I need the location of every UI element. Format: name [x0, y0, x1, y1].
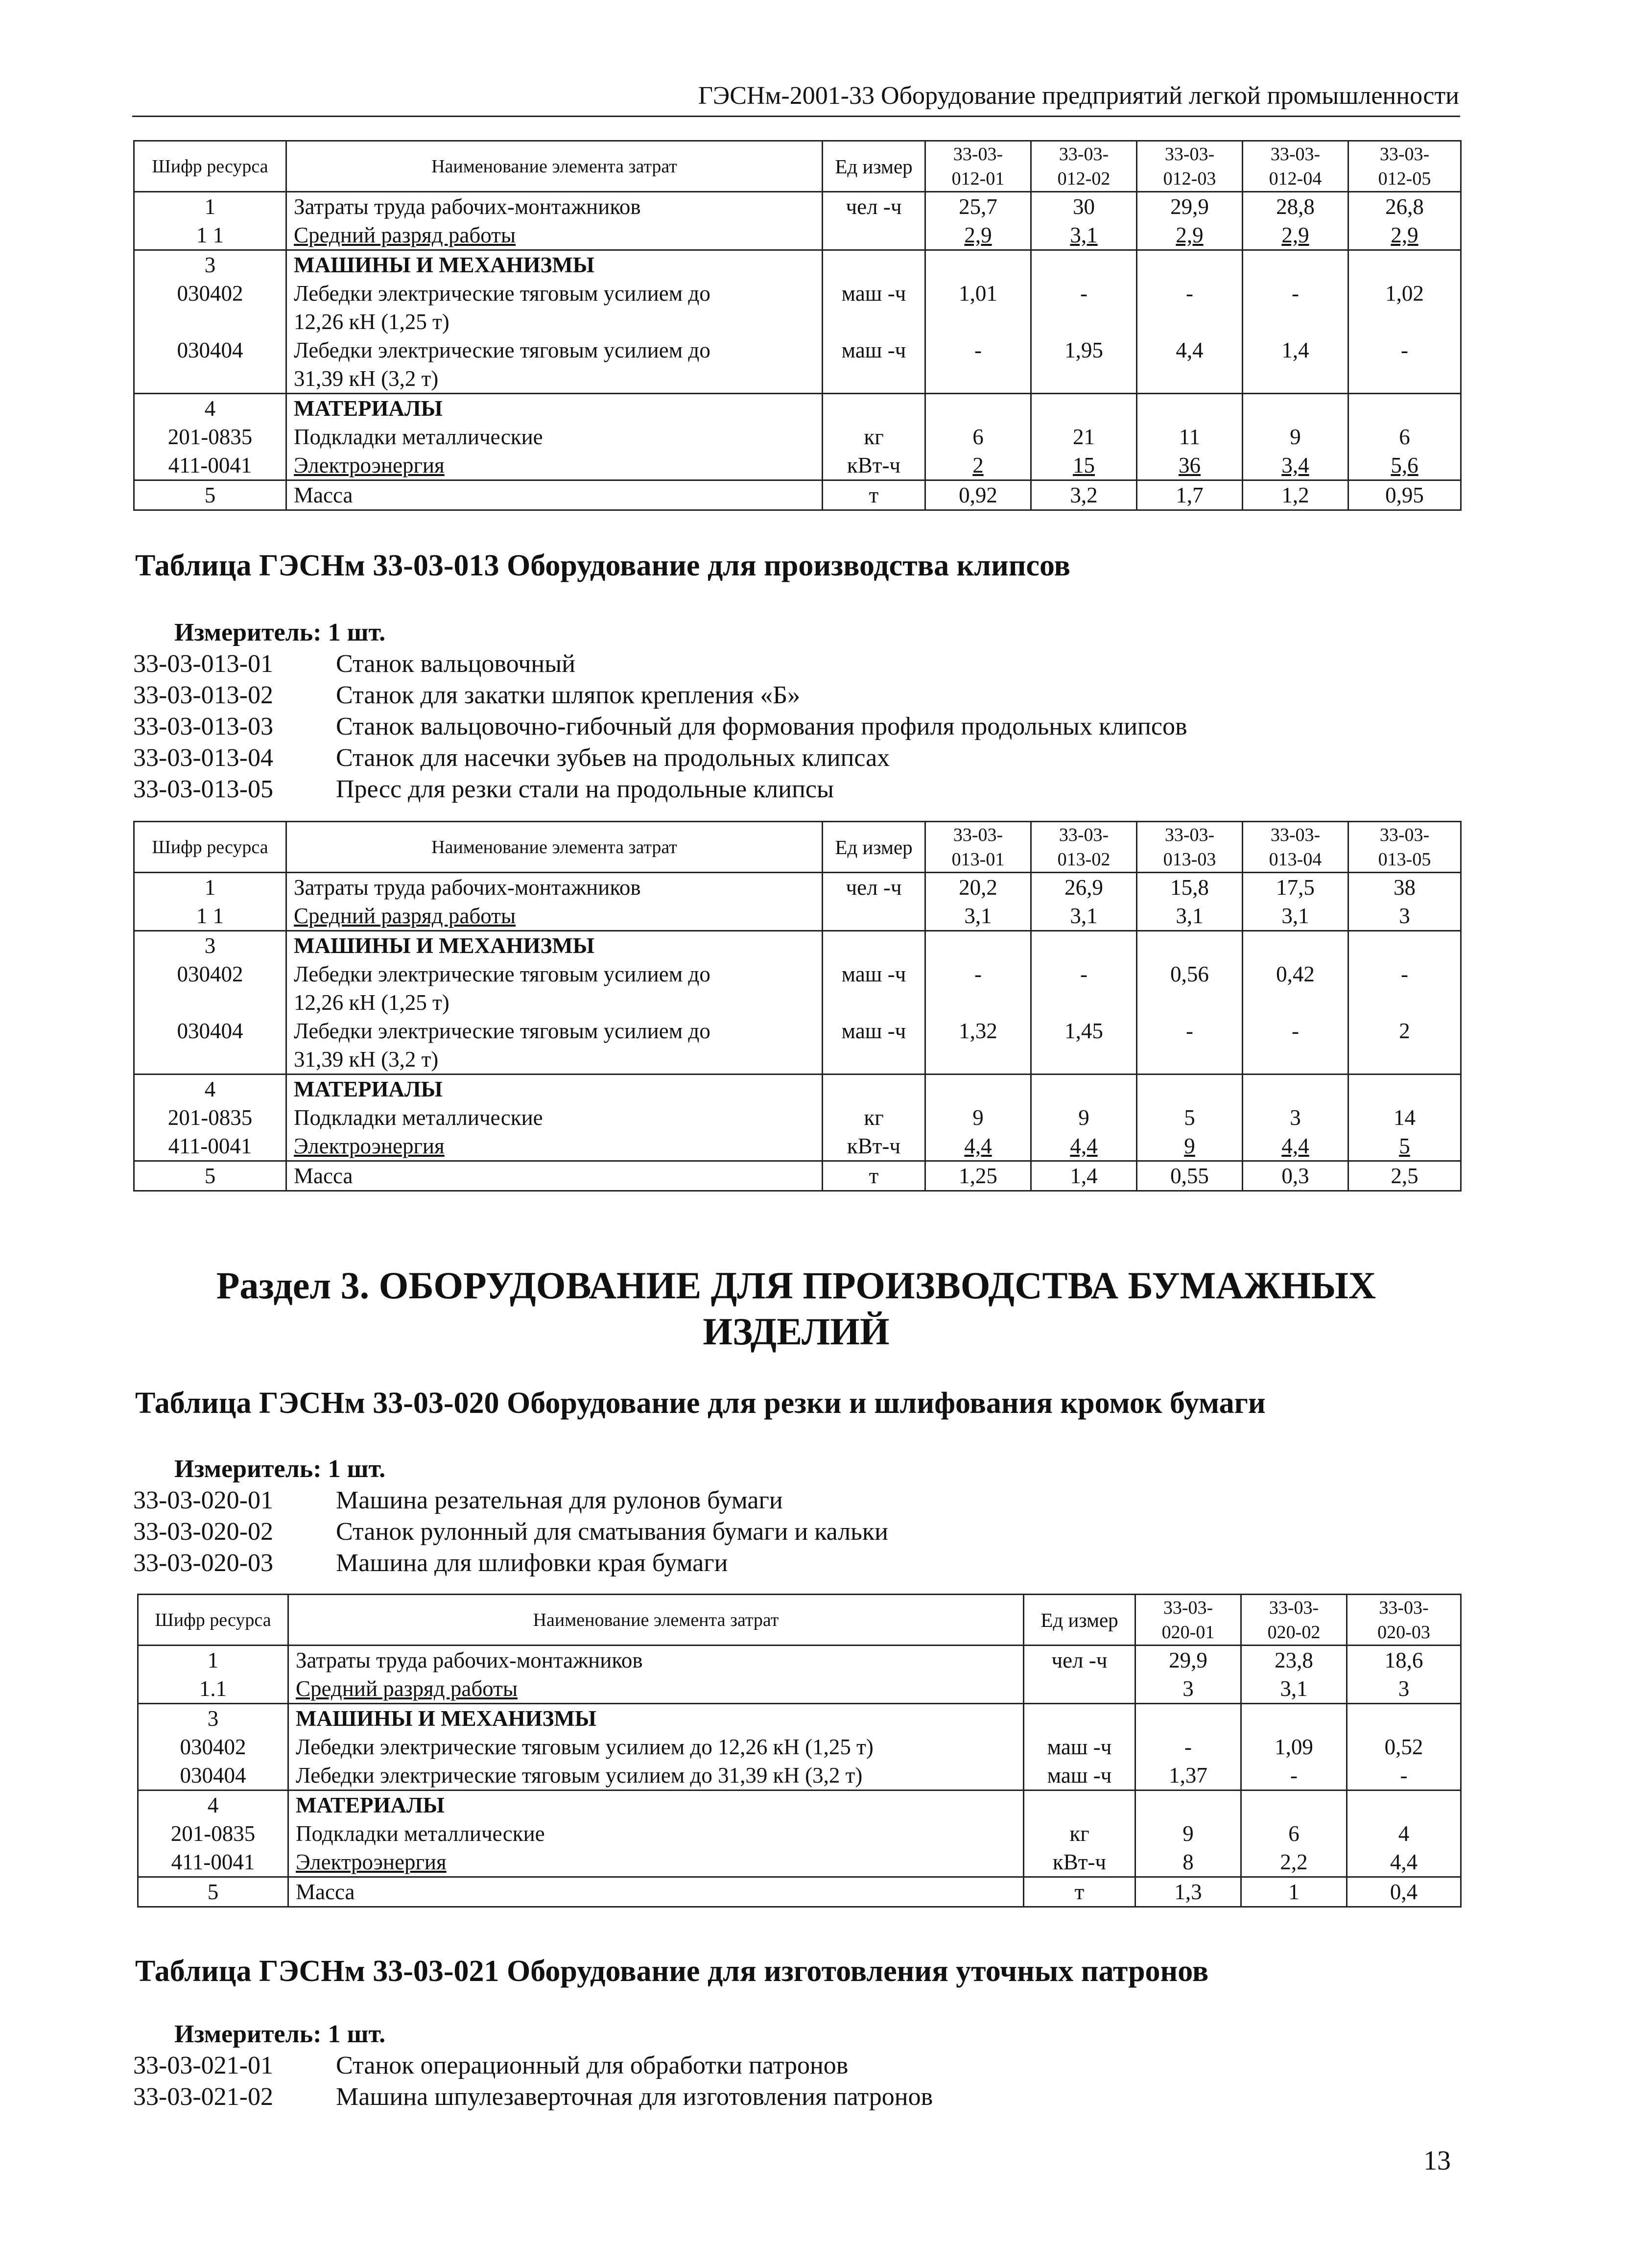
value: 1,4: [1031, 1161, 1137, 1191]
table-title-021: Таблица ГЭСНм 33-03-021 Оборудование для изготовления уточных патронов: [135, 1955, 1209, 1988]
table-row: [138, 1848, 1461, 1877]
value: 0,55: [1137, 1161, 1243, 1191]
table-row: [134, 1161, 1461, 1191]
table-row: [138, 1791, 1461, 1820]
unit: кг: [823, 1103, 925, 1132]
element-name: Лебедки электрические тяговым усилием до 31,39 кН (3,2 т): [288, 1761, 1024, 1791]
list-item: 33-03-020-02 Станок рулонный для сматывания бумаги и кальки: [133, 1518, 888, 1546]
value: 2,9: [1348, 221, 1461, 250]
value: 30: [1031, 192, 1137, 221]
measure-line: Измеритель: 1 шт.: [174, 1455, 386, 1483]
norm-list-013: [133, 648, 1187, 805]
value: -: [1031, 279, 1137, 336]
list-item: 33-03-013-03 Станок вальцовочно-гибочный для формования профиля продольных клипсов: [133, 713, 1187, 740]
table-title-013: Таблица ГЭСНм 33-03-013 Оборудование для производства клипсов: [135, 549, 1070, 582]
element-name: Средний разряд работы: [286, 221, 823, 250]
resource-code: 030402: [134, 960, 286, 1017]
value: -: [925, 336, 1031, 394]
unit: маш -ч: [823, 960, 925, 1017]
resource-code: 4: [134, 1074, 286, 1104]
unit: маш -ч: [823, 1017, 925, 1074]
value: 5: [1348, 1132, 1461, 1161]
table-title-020: Таблица ГЭСНм 33-03-020 Оборудование для резки и шлифования кромок бумаги: [135, 1386, 1266, 1420]
table-row: [134, 394, 1461, 423]
measure-line: Измеритель: 1 шт.: [174, 2020, 386, 2048]
table-row: [134, 873, 1461, 902]
list-item: 33-03-020-01 Машина резательная для рулонов бумаги: [133, 1486, 783, 1514]
norms-table-013: [133, 821, 1462, 1192]
list-item: 33-03-013-01 Станок вальцовочный: [133, 650, 576, 678]
element-name: Масса: [288, 1877, 1024, 1907]
unit: чел -ч: [823, 873, 925, 902]
col-resource-code: Шифр ресурса: [138, 1595, 288, 1646]
table-row: [134, 931, 1461, 960]
resource-code: 030404: [134, 336, 286, 394]
element-name: Лебедки электрические тяговым усилием до 31,39 кН (3,2 т): [286, 1017, 823, 1074]
value: 9: [1137, 1132, 1243, 1161]
value: 3: [1348, 902, 1461, 931]
resource-code: 1.1: [138, 1674, 288, 1704]
unit: маш -ч: [1024, 1761, 1135, 1791]
element-name: Затраты труда рабочих-монтажников: [286, 192, 823, 221]
table-row: [134, 279, 1461, 336]
table-row: [134, 960, 1461, 1017]
col-norm-code: 33-03- 013-04: [1243, 822, 1348, 873]
value: 3,1: [1031, 221, 1137, 250]
value: 4,4: [1347, 1848, 1461, 1877]
value: 1,2: [1243, 480, 1348, 510]
unit: кг: [1024, 1819, 1135, 1848]
value: 9: [925, 1103, 1031, 1132]
value: -: [1348, 960, 1461, 1017]
value: 3,1: [1241, 1674, 1347, 1704]
resource-code: 1: [134, 192, 286, 221]
table-row: [134, 1074, 1461, 1104]
col-norm-code: 33-03- 013-03: [1137, 822, 1243, 873]
value: 25,7: [925, 192, 1031, 221]
group-heading: МАШИНЫ И МЕХАНИЗМЫ: [286, 250, 823, 280]
value: 23,8: [1241, 1646, 1347, 1675]
value: -: [1241, 1761, 1347, 1791]
value: -: [1137, 1017, 1243, 1074]
value: 1,01: [925, 279, 1031, 336]
value: -: [1243, 279, 1348, 336]
table-row: [134, 480, 1461, 510]
resource-code: 201-0835: [134, 423, 286, 451]
value: 4,4: [925, 1132, 1031, 1161]
value: 21: [1031, 423, 1137, 451]
value: 9: [1135, 1819, 1241, 1848]
header-rule: [132, 116, 1460, 117]
norms-table-020: [137, 1594, 1462, 1908]
col-norm-code: 33-03- 012-02: [1031, 141, 1137, 192]
value: 2,9: [925, 221, 1031, 250]
resource-code: 5: [134, 1161, 286, 1191]
col-resource-code: Шифр ресурса: [134, 141, 286, 192]
value: 1,95: [1031, 336, 1137, 394]
table-row: [134, 250, 1461, 280]
table-row: [134, 192, 1461, 221]
col-element-name: Наименование элемента затрат: [288, 1595, 1024, 1646]
measure-line: Измеритель: 1 шт.: [174, 619, 386, 646]
value: 29,9: [1137, 192, 1243, 221]
resource-code: 201-0835: [138, 1819, 288, 1848]
value: 9: [1243, 423, 1348, 451]
col-unit: Ед измер: [823, 822, 925, 873]
value: 1: [1241, 1877, 1347, 1907]
table-row: [134, 423, 1461, 451]
value: 3,1: [1031, 902, 1137, 931]
unit: маш -ч: [823, 336, 925, 394]
section-title: Раздел 3. ОБОРУДОВАНИЕ ДЛЯ ПРОИЗВОДСТВА БУМАЖНЫХ ИЗДЕЛИЙ: [216, 1264, 1376, 1353]
table-row: [138, 1761, 1461, 1791]
value: -: [1347, 1761, 1461, 1791]
element-name: Лебедки электрические тяговым усилием до 31,39 кН (3,2 т): [286, 336, 823, 394]
value: 17,5: [1243, 873, 1348, 902]
table-row: [134, 451, 1461, 480]
list-item: 33-03-013-02 Станок для закатки шляпок крепления «Б»: [133, 681, 801, 709]
element-name: Лебедки электрические тяговым усилием до 12,26 кН (1,25 т): [288, 1733, 1024, 1761]
list-item: 33-03-013-05 Пресс для резки стали на продольные клипсы: [133, 775, 834, 803]
value: 6: [1348, 423, 1461, 451]
value: 6: [1241, 1819, 1347, 1848]
value: 8: [1135, 1848, 1241, 1877]
norm-list-021: [133, 2050, 933, 2113]
value: 2,5: [1348, 1161, 1461, 1191]
value: 3: [1243, 1103, 1348, 1132]
value: 3,1: [925, 902, 1031, 931]
group-heading: МАТЕРИАЛЫ: [286, 394, 823, 423]
value: -: [1031, 960, 1137, 1017]
table-row: [134, 902, 1461, 931]
value: -: [925, 960, 1031, 1017]
value: 5,6: [1348, 451, 1461, 480]
value: 1,3: [1135, 1877, 1241, 1907]
value: 1,32: [925, 1017, 1031, 1074]
table-row: [134, 221, 1461, 250]
resource-code: 030404: [134, 1017, 286, 1074]
element-name: Лебедки электрические тяговым усилием до 12,26 кН (1,25 т): [286, 279, 823, 336]
group-heading: МАШИНЫ И МЕХАНИЗМЫ: [288, 1704, 1024, 1733]
value: 4: [1347, 1819, 1461, 1848]
value: 3,4: [1243, 451, 1348, 480]
page-number: 13: [1423, 2146, 1451, 2176]
value: 0,56: [1137, 960, 1243, 1017]
value: 6: [925, 423, 1031, 451]
value: 2: [1348, 1017, 1461, 1074]
unit: чел -ч: [1024, 1646, 1135, 1675]
col-norm-code: 33-03- 012-04: [1243, 141, 1348, 192]
value: 3,1: [1137, 902, 1243, 931]
value: 3: [1135, 1674, 1241, 1704]
unit: [823, 221, 925, 250]
value: 36: [1137, 451, 1243, 480]
col-norm-code: 33-03- 020-02: [1241, 1595, 1347, 1646]
resource-code: 5: [138, 1877, 288, 1907]
resource-code: 1: [134, 873, 286, 902]
element-name: Электроэнергия: [286, 1132, 823, 1161]
resource-code: 1 1: [134, 902, 286, 931]
list-item: 33-03-021-02 Машина шпулезаверточная для изготовления патронов: [133, 2083, 933, 2111]
resource-code: 4: [138, 1791, 288, 1820]
col-norm-code: 33-03- 020-01: [1135, 1595, 1241, 1646]
resource-code: 4: [134, 394, 286, 423]
unit: кВт-ч: [823, 1132, 925, 1161]
resource-code: 411-0041: [134, 451, 286, 480]
value: 5: [1137, 1103, 1243, 1132]
group-heading: МАШИНЫ И МЕХАНИЗМЫ: [286, 931, 823, 960]
col-element-name: Наименование элемента затрат: [286, 141, 823, 192]
element-name: Масса: [286, 1161, 823, 1191]
resource-code: 201-0835: [134, 1103, 286, 1132]
element-name: Средний разряд работы: [288, 1674, 1024, 1704]
value: 29,9: [1135, 1646, 1241, 1675]
table-row: [138, 1704, 1461, 1733]
element-name: Средний разряд работы: [286, 902, 823, 931]
value: 4,4: [1137, 336, 1243, 394]
value: 1,7: [1137, 480, 1243, 510]
value: 38: [1348, 873, 1461, 902]
col-unit: Ед измер: [823, 141, 925, 192]
col-norm-code: 33-03- 013-02: [1031, 822, 1137, 873]
element-name: Электроэнергия: [288, 1848, 1024, 1877]
value: 15: [1031, 451, 1137, 480]
list-item: 33-03-020-03 Машина для шлифовки края бумаги: [133, 1549, 728, 1577]
unit: [823, 902, 925, 931]
resource-code: 3: [138, 1704, 288, 1733]
element-name: Подкладки металлические: [288, 1819, 1024, 1848]
value: 9: [1031, 1103, 1137, 1132]
col-element-name: Наименование элемента затрат: [286, 822, 823, 873]
resource-code: 411-0041: [138, 1848, 288, 1877]
element-name: Электроэнергия: [286, 451, 823, 480]
table-row: [134, 336, 1461, 394]
value: 4,4: [1243, 1132, 1348, 1161]
unit: маш -ч: [823, 279, 925, 336]
value: -: [1137, 279, 1243, 336]
value: 28,8: [1243, 192, 1348, 221]
value: 11: [1137, 423, 1243, 451]
norm-list-020: [133, 1485, 888, 1579]
running-header: ГЭСНм-2001-33 Оборудование предприятий легкой промышленности: [698, 82, 1459, 110]
unit: кВт-ч: [823, 451, 925, 480]
value: -: [1348, 336, 1461, 394]
col-norm-code: 33-03- 012-03: [1137, 141, 1243, 192]
unit: кг: [823, 423, 925, 451]
col-resource-code: Шифр ресурса: [134, 822, 286, 873]
norms-table-012: [133, 140, 1462, 511]
table-row: [134, 1103, 1461, 1132]
resource-code: 030404: [138, 1761, 288, 1791]
element-name: Лебедки электрические тяговым усилием до 12,26 кН (1,25 т): [286, 960, 823, 1017]
value: -: [1135, 1733, 1241, 1761]
table-row: [138, 1819, 1461, 1848]
resource-code: 1 1: [134, 221, 286, 250]
table-row: [134, 1017, 1461, 1074]
col-unit: Ед измер: [1024, 1595, 1135, 1646]
value: 18,6: [1347, 1646, 1461, 1675]
col-norm-code: 33-03- 012-01: [925, 141, 1031, 192]
unit: кВт-ч: [1024, 1848, 1135, 1877]
list-item: 33-03-021-01 Станок операционный для обработки патронов: [133, 2052, 849, 2079]
value: 1,25: [925, 1161, 1031, 1191]
value: 26,8: [1348, 192, 1461, 221]
value: 3,1: [1243, 902, 1348, 931]
value: 0,52: [1347, 1733, 1461, 1761]
resource-code: 5: [134, 480, 286, 510]
table-row: [138, 1674, 1461, 1704]
element-name: Масса: [286, 480, 823, 510]
group-heading: МАТЕРИАЛЫ: [286, 1074, 823, 1104]
col-norm-code: 33-03- 013-01: [925, 822, 1031, 873]
value: 3,2: [1031, 480, 1137, 510]
table-row: [138, 1646, 1461, 1675]
value: 1,4: [1243, 336, 1348, 394]
element-name: Подкладки металлические: [286, 1103, 823, 1132]
value: -: [1243, 1017, 1348, 1074]
group-heading: МАТЕРИАЛЫ: [288, 1791, 1024, 1820]
value: 2,9: [1243, 221, 1348, 250]
element-name: Затраты труда рабочих-монтажников: [288, 1646, 1024, 1675]
value: 20,2: [925, 873, 1031, 902]
value: 4,4: [1031, 1132, 1137, 1161]
element-name: Затраты труда рабочих-монтажников: [286, 873, 823, 902]
value: 1,02: [1348, 279, 1461, 336]
list-item: 33-03-013-04 Станок для насечки зубьев на продольных клипсах: [133, 744, 890, 772]
col-norm-code: 33-03- 020-03: [1347, 1595, 1461, 1646]
table-row: [138, 1733, 1461, 1761]
value: 2,2: [1241, 1848, 1347, 1877]
unit: маш -ч: [1024, 1733, 1135, 1761]
col-norm-code: 33-03- 013-05: [1348, 822, 1461, 873]
unit: т: [823, 480, 925, 510]
element-name: Подкладки металлические: [286, 423, 823, 451]
unit: [1024, 1674, 1135, 1704]
value: 2,9: [1137, 221, 1243, 250]
table-row: [134, 1132, 1461, 1161]
resource-code: 1: [138, 1646, 288, 1675]
value: 0,92: [925, 480, 1031, 510]
value: 14: [1348, 1103, 1461, 1132]
value: 1,37: [1135, 1761, 1241, 1791]
value: 26,9: [1031, 873, 1137, 902]
value: 0,95: [1348, 480, 1461, 510]
table-row: [138, 1877, 1461, 1907]
value: 1,45: [1031, 1017, 1137, 1074]
value: 15,8: [1137, 873, 1243, 902]
value: 2: [925, 451, 1031, 480]
resource-code: 411-0041: [134, 1132, 286, 1161]
resource-code: 3: [134, 250, 286, 280]
value: 3: [1347, 1674, 1461, 1704]
resource-code: 030402: [134, 279, 286, 336]
value: 1,09: [1241, 1733, 1347, 1761]
value: 0,4: [1347, 1877, 1461, 1907]
unit: т: [1024, 1877, 1135, 1907]
value: 0,42: [1243, 960, 1348, 1017]
col-norm-code: 33-03- 012-05: [1348, 141, 1461, 192]
resource-code: 030402: [138, 1733, 288, 1761]
unit: чел -ч: [823, 192, 925, 221]
resource-code: 3: [134, 931, 286, 960]
value: 0,3: [1243, 1161, 1348, 1191]
unit: т: [823, 1161, 925, 1191]
